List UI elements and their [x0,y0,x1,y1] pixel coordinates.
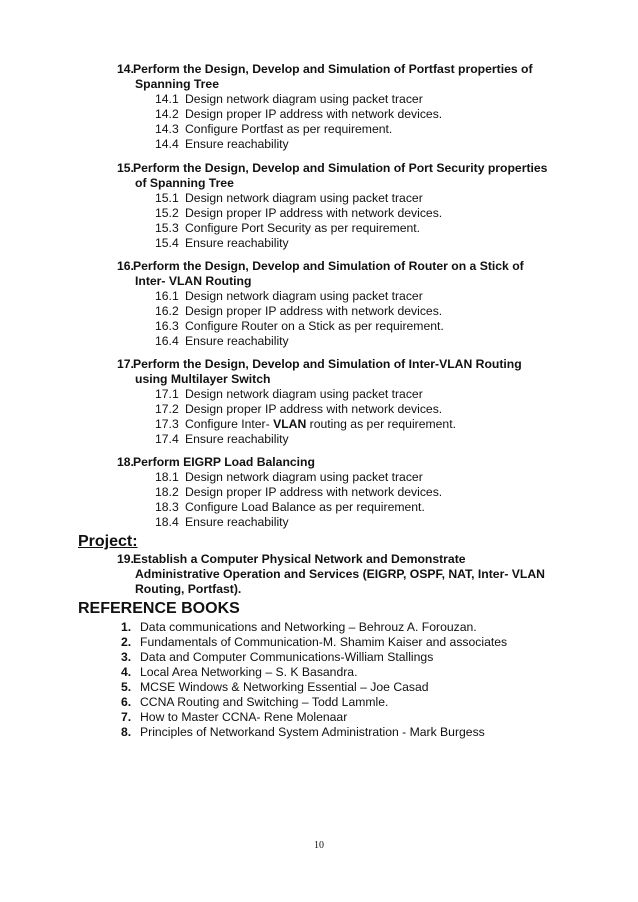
lab-item-16 [117,259,587,349]
item-number: 15. [117,161,134,175]
step: 16.3 Configure Router on a Stick as per requirement. [155,319,444,333]
reference-item: 3. Data and Computer Communications-William Stallings [121,650,434,664]
item-number: 16. [117,259,134,273]
step: 16.2 Design proper IP address with network devices. [155,304,443,318]
item-title: 14.Perform the Design, Develop and Simulation of Portfast properties of [117,62,533,76]
project-heading: Project: [78,533,138,550]
reference-item: 4. Local Area Networking – S. K Basandra. [121,665,358,679]
item-title: 15.Perform the Design, Develop and Simulation of Port Security properties [117,161,548,175]
step: 17.1 Design network diagram using packet tracer [155,387,423,401]
step: 17.2 Design proper IP address with network devices. [155,402,443,416]
step: 14.3 Configure Portfast as per requirement. [155,122,393,136]
reference-item: 5. MCSE Windows & Networking Essential – Joe Casad [121,680,429,694]
step: 18.3 Configure Load Balance as per requirement. [155,500,425,514]
reference-list [121,620,591,740]
lab-item-17 [117,357,587,447]
item-title-continued: Administrative Operation and Services (EIGRP, OSPF, NAT, Inter- VLAN [135,567,545,581]
item-title: 18.Perform EIGRP Load Balancing [117,455,315,469]
step: 15.4 Ensure reachability [155,236,289,250]
item-title-continued: of Spanning Tree [135,176,234,190]
reference-books-heading: REFERENCE BOOKS [78,600,240,617]
step: 14.1 Design network diagram using packet tracer [155,92,423,106]
item-number: 18. [117,455,134,469]
step: 16.4 Ensure reachability [155,334,289,348]
item-title: 16.Perform the Design, Develop and Simulation of Router on a Stick of [117,259,524,273]
item-number: 19. [117,552,134,566]
lab-item-15 [117,161,587,251]
step: 18.2 Design proper IP address with network devices. [155,485,443,499]
step: 15.2 Design proper IP address with network devices. [155,206,443,220]
reference-item: 6. CCNA Routing and Switching – Todd Lammle. [121,695,389,709]
step: 14.2 Design proper IP address with network devices. [155,107,443,121]
step: 18.4 Ensure reachability [155,515,289,529]
step: 15.3 Configure Port Security as per requirement. [155,221,421,235]
step: 14.4 Ensure reachability [155,137,289,151]
item-title-continued: using Multilayer Switch [135,372,271,386]
item-title-continued: Inter- VLAN Routing [135,274,252,288]
step: 16.1 Design network diagram using packet tracer [155,289,423,303]
vlan-emphasis: VLAN [273,417,307,431]
project-item-19 [117,552,587,597]
item-number: 17. [117,357,134,371]
item-title: 17.Perform the Design, Develop and Simulation of Inter-VLAN Routing [117,357,522,371]
reference-item: 8. Principles of Networkand System Administration - Mark Burgess [121,725,485,739]
reference-item: 2. Fundamentals of Communication-M. Shamim Kaiser and associates [121,635,508,649]
step: 18.1 Design network diagram using packet tracer [155,470,423,484]
step: 17.3 Configure Inter- VLAN routing as per requirement. [155,417,456,431]
step: 15.1 Design network diagram using packet tracer [155,191,423,205]
item-title: 19.Establish a Computer Physical Network and Demonstrate [117,552,466,566]
step: 17.4 Ensure reachability [155,432,289,446]
reference-item: 1. Data communications and Networking – Behrouz A. Forouzan. [121,620,477,634]
item-title-continued: Spanning Tree [135,77,219,91]
item-number: 14. [117,62,134,76]
page-number: 10 [314,840,324,851]
lab-item-14 [117,62,587,152]
item-title-continued: Routing, Portfast). [135,582,242,596]
lab-item-18 [117,455,587,530]
reference-item: 7. How to Master CCNA- Rene Molenaar [121,710,348,724]
